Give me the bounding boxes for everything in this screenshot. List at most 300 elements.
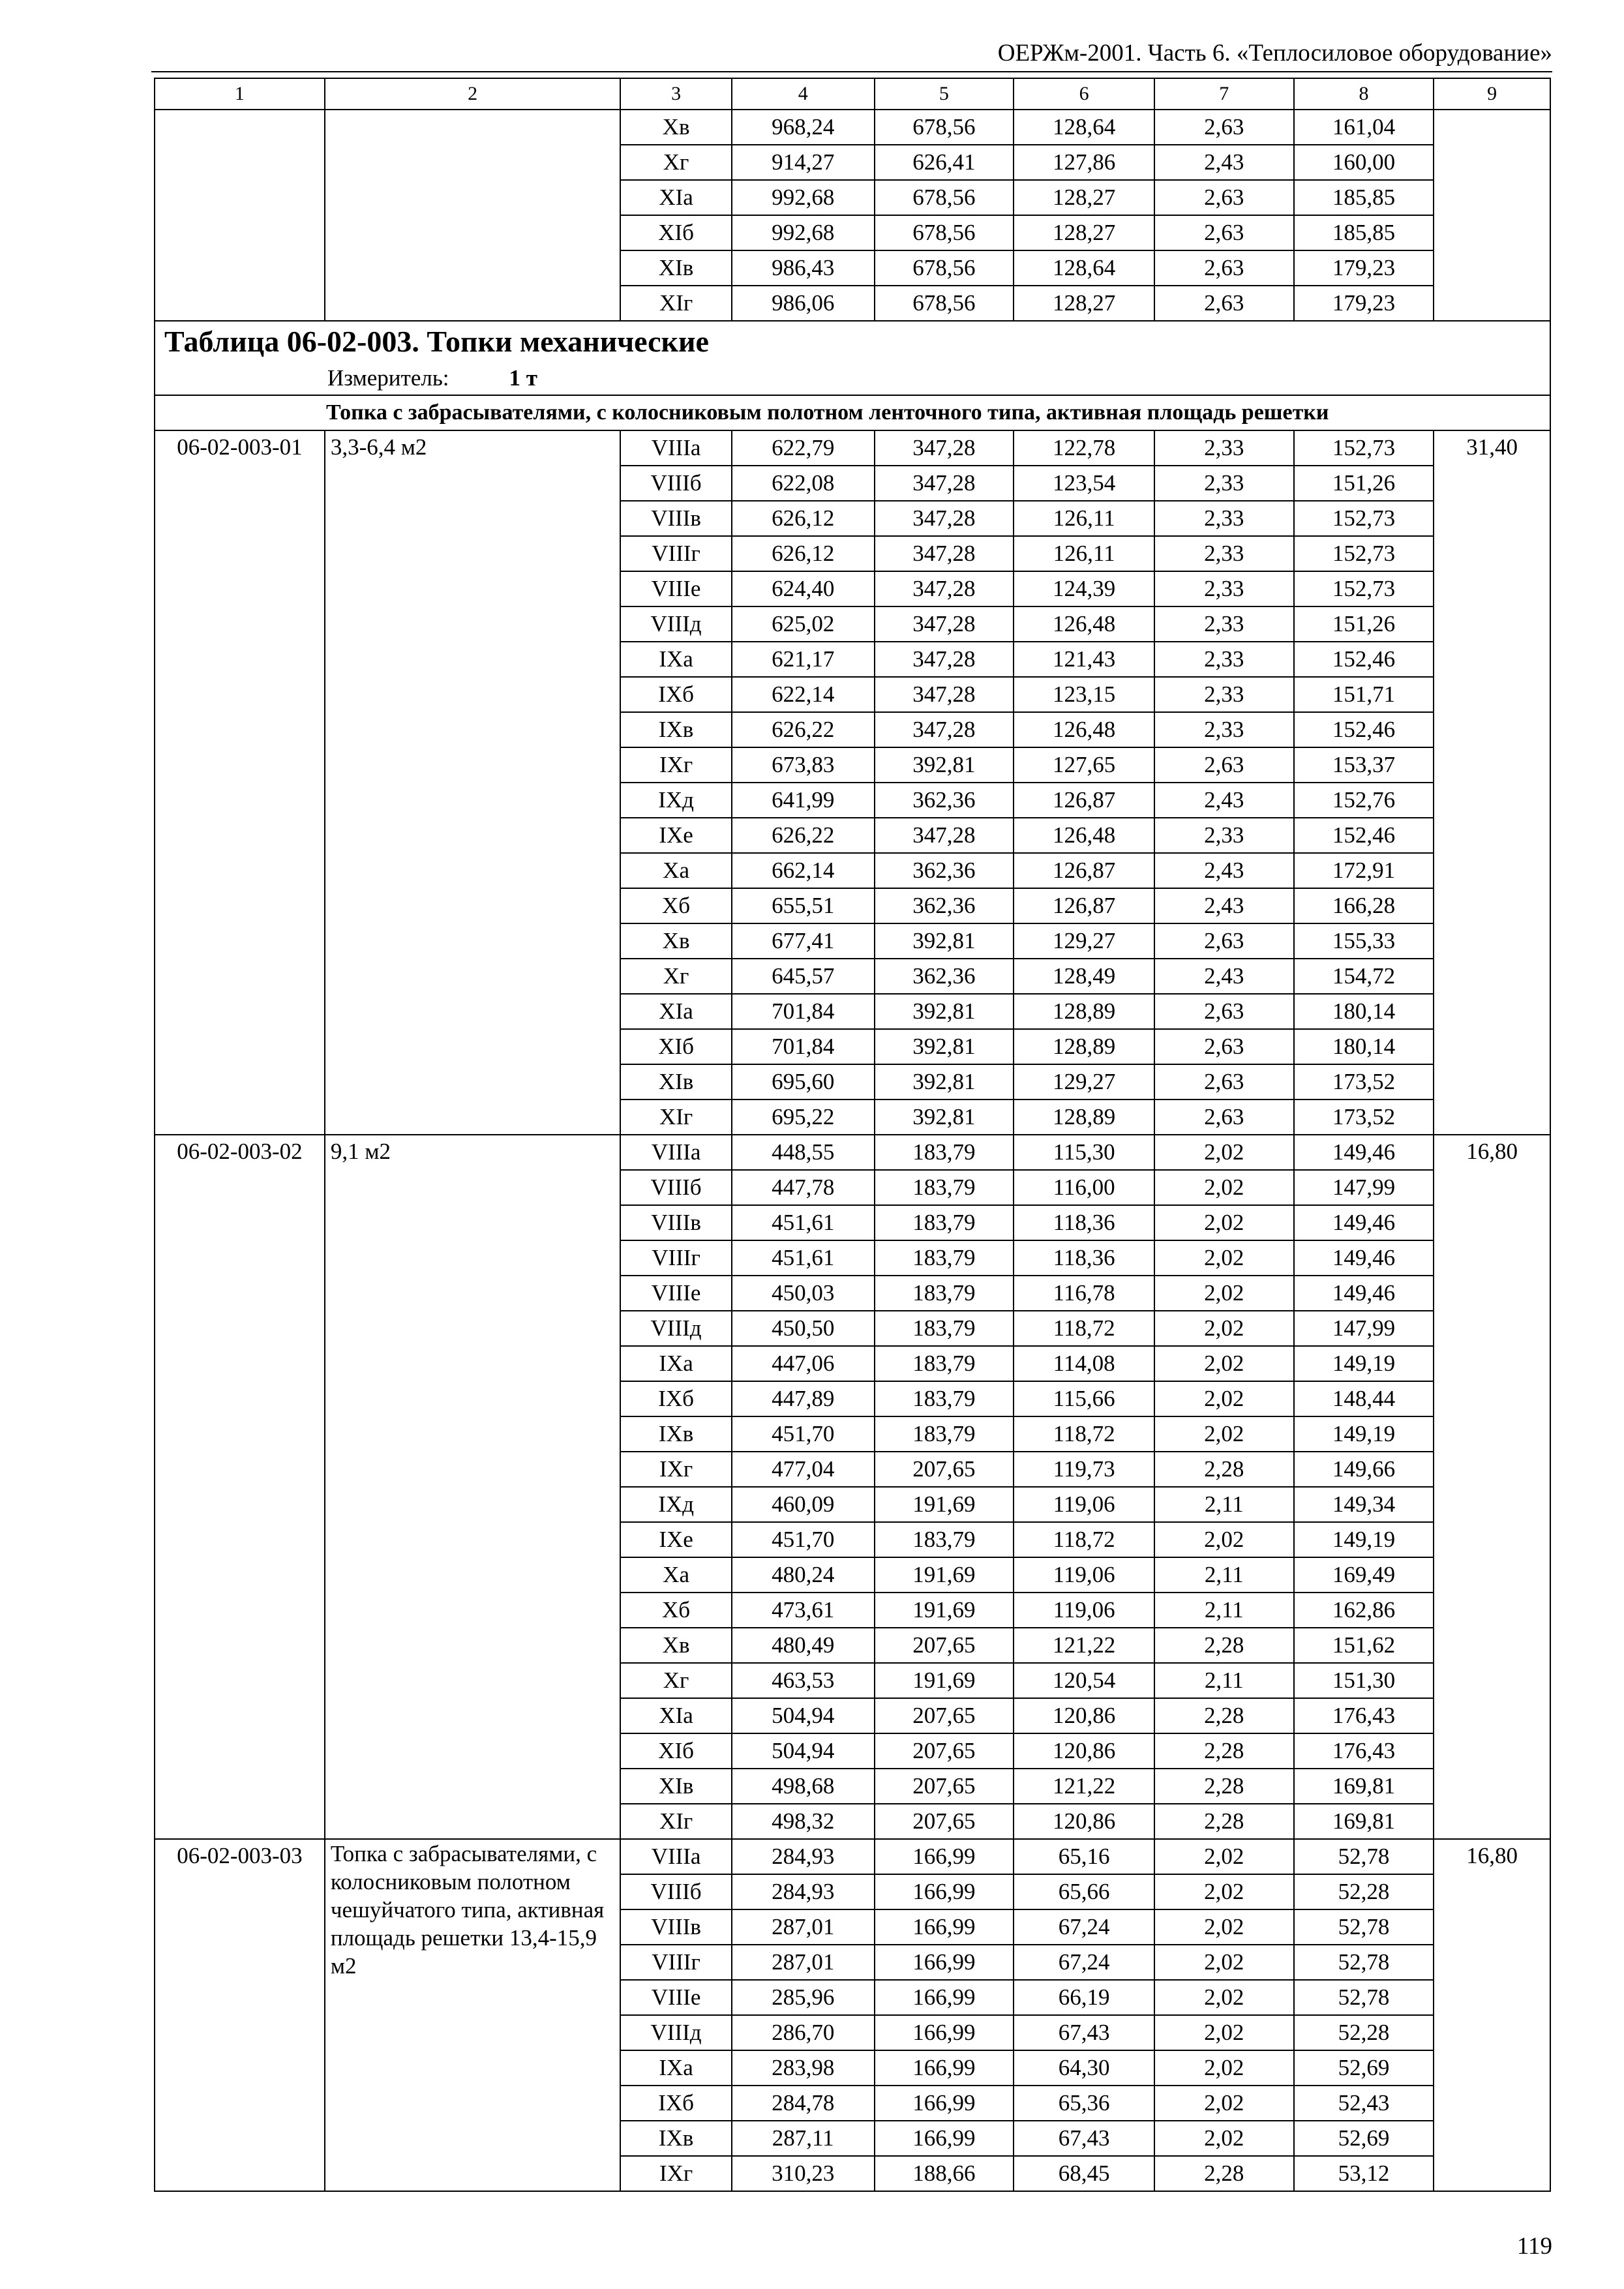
value-cell-6: 118,36 xyxy=(1014,1240,1154,1276)
value-cell-8: 148,44 xyxy=(1294,1381,1434,1416)
value-cell-6: 126,48 xyxy=(1014,606,1154,642)
value-cell-5: 207,65 xyxy=(875,1628,1014,1663)
region-cell: XIа xyxy=(620,994,732,1029)
value-cell-5: 678,56 xyxy=(875,110,1014,145)
value-cell-8: 151,62 xyxy=(1294,1628,1434,1663)
region-cell: IXб xyxy=(620,1381,732,1416)
value-cell-6: 123,15 xyxy=(1014,677,1154,712)
value-cell-8: 149,46 xyxy=(1294,1135,1434,1170)
value-cell-6: 67,43 xyxy=(1014,2015,1154,2050)
value-cell-7: 2,02 xyxy=(1154,2015,1294,2050)
value-cell-5: 166,99 xyxy=(875,1945,1014,1980)
value-cell-7: 2,02 xyxy=(1154,1980,1294,2015)
value-cell-7: 2,43 xyxy=(1154,959,1294,994)
value-cell-8: 169,81 xyxy=(1294,1769,1434,1804)
value-cell-5: 166,99 xyxy=(875,1909,1014,1945)
region-cell: XIа xyxy=(620,180,732,215)
region-cell: XIг xyxy=(620,286,732,321)
value-cell-7: 2,02 xyxy=(1154,1909,1294,1945)
region-cell: IXд xyxy=(620,783,732,818)
value-cell-8: 152,46 xyxy=(1294,818,1434,853)
value-cell-6: 126,11 xyxy=(1014,501,1154,536)
column-number: 7 xyxy=(1154,78,1294,110)
region-cell: IXг xyxy=(620,2156,732,2191)
rate-code: 06-02-003-03 xyxy=(155,1839,325,2191)
value-cell-4: 673,83 xyxy=(732,747,875,783)
value-cell-7: 2,28 xyxy=(1154,1698,1294,1733)
value-cell-6: 128,89 xyxy=(1014,1100,1154,1135)
value-cell-7: 2,28 xyxy=(1154,1804,1294,1839)
region-cell: IXд xyxy=(620,1487,732,1522)
column-number-row xyxy=(155,78,1550,110)
value-cell-5: 191,69 xyxy=(875,1557,1014,1593)
value-cell-5: 191,69 xyxy=(875,1663,1014,1698)
value-cell-8: 152,73 xyxy=(1294,536,1434,571)
measure-row xyxy=(155,362,1550,395)
value-cell-4: 310,23 xyxy=(732,2156,875,2191)
value-cell-7: 2,63 xyxy=(1154,923,1294,959)
value-cell-8: 185,85 xyxy=(1294,215,1434,250)
value-cell-6: 118,36 xyxy=(1014,1205,1154,1240)
value-cell-8: 52,43 xyxy=(1294,2086,1434,2121)
value-cell-7: 2,02 xyxy=(1154,1945,1294,1980)
value-cell-5: 392,81 xyxy=(875,1100,1014,1135)
value-cell-4: 655,51 xyxy=(732,888,875,923)
value-cell-7: 2,43 xyxy=(1154,888,1294,923)
region-cell: XIв xyxy=(620,250,732,286)
region-cell: IXе xyxy=(620,818,732,853)
value-cell-7: 2,63 xyxy=(1154,250,1294,286)
value-cell-4: 968,24 xyxy=(732,110,875,145)
value-cell-7: 2,33 xyxy=(1154,642,1294,677)
value-cell-4: 460,09 xyxy=(732,1487,875,1522)
region-cell: Xа xyxy=(620,1557,732,1593)
region-cell: IXа xyxy=(620,2050,732,2086)
value-cell-6: 121,22 xyxy=(1014,1628,1154,1663)
value-cell-4: 641,99 xyxy=(732,783,875,818)
value-cell-4: 284,93 xyxy=(732,1874,875,1909)
region-cell: VIIIг xyxy=(620,1240,732,1276)
value-cell-6: 67,43 xyxy=(1014,2121,1154,2156)
value-cell-4: 447,78 xyxy=(732,1170,875,1205)
region-cell: Xа xyxy=(620,853,732,888)
value-cell-6: 128,64 xyxy=(1014,250,1154,286)
value-cell-6: 67,24 xyxy=(1014,1945,1154,1980)
value-cell-8: 185,85 xyxy=(1294,180,1434,215)
value-cell-8: 52,78 xyxy=(1294,1909,1434,1945)
region-cell: XIв xyxy=(620,1064,732,1100)
value-cell-7: 2,02 xyxy=(1154,1135,1294,1170)
value-cell-4: 621,17 xyxy=(732,642,875,677)
value-cell-4: 645,57 xyxy=(732,959,875,994)
value-cell-8: 152,46 xyxy=(1294,712,1434,747)
value-cell-8: 172,91 xyxy=(1294,853,1434,888)
value-cell-8: 173,52 xyxy=(1294,1064,1434,1100)
region-cell: VIIIе xyxy=(620,1980,732,2015)
value-cell-4: 914,27 xyxy=(732,145,875,180)
value-cell-8: 149,19 xyxy=(1294,1522,1434,1557)
value-cell-4: 986,43 xyxy=(732,250,875,286)
value-cell-8: 151,30 xyxy=(1294,1663,1434,1698)
value-cell-6: 128,64 xyxy=(1014,110,1154,145)
value-cell-4: 473,61 xyxy=(732,1593,875,1628)
value-cell-6: 127,86 xyxy=(1014,145,1154,180)
value-cell-4: 285,96 xyxy=(732,1980,875,2015)
value-cell-7: 2,02 xyxy=(1154,2086,1294,2121)
measure-label: Измеритель: xyxy=(327,365,449,391)
value-cell-7: 2,02 xyxy=(1154,1311,1294,1346)
value-cell-4: 992,68 xyxy=(732,215,875,250)
value-cell-4: 498,32 xyxy=(732,1804,875,1839)
value-cell-4: 480,49 xyxy=(732,1628,875,1663)
value-cell-6: 119,06 xyxy=(1014,1593,1154,1628)
region-cell: VIIIа xyxy=(620,1135,732,1170)
value-cell-5: 347,28 xyxy=(875,501,1014,536)
value-cell-6: 128,89 xyxy=(1014,994,1154,1029)
value-cell-8: 176,43 xyxy=(1294,1698,1434,1733)
column-number: 9 xyxy=(1434,78,1550,110)
value-cell-4: 701,84 xyxy=(732,1029,875,1064)
value-cell-5: 183,79 xyxy=(875,1381,1014,1416)
value-cell-6: 129,27 xyxy=(1014,923,1154,959)
region-cell: Xв xyxy=(620,110,732,145)
value-cell-4: 286,70 xyxy=(732,2015,875,2050)
value-cell-4: 480,24 xyxy=(732,1557,875,1593)
value-cell-4: 284,93 xyxy=(732,1839,875,1874)
value-cell-7: 2,63 xyxy=(1154,215,1294,250)
value-cell-4: 622,79 xyxy=(732,430,875,466)
value-cell-6: 65,66 xyxy=(1014,1874,1154,1909)
value-cell-6: 64,30 xyxy=(1014,2050,1154,2086)
value-cell-5: 347,28 xyxy=(875,642,1014,677)
value-cell-8: 52,78 xyxy=(1294,1945,1434,1980)
region-cell: VIIIв xyxy=(620,1909,732,1945)
value-cell-6: 122,78 xyxy=(1014,430,1154,466)
code-cell xyxy=(155,110,325,321)
region-cell: VIIIд xyxy=(620,606,732,642)
value-cell-8: 151,26 xyxy=(1294,606,1434,642)
value-cell-5: 183,79 xyxy=(875,1276,1014,1311)
value-cell-7: 2,63 xyxy=(1154,1064,1294,1100)
value-cell-7: 2,02 xyxy=(1154,1839,1294,1874)
page-number: 119 xyxy=(1516,2233,1552,2260)
value-cell-4: 284,78 xyxy=(732,2086,875,2121)
value-cell-7: 2,33 xyxy=(1154,712,1294,747)
value-cell-4: 447,06 xyxy=(732,1346,875,1381)
value-cell-7: 2,33 xyxy=(1154,606,1294,642)
value-cell-4: 677,41 xyxy=(732,923,875,959)
region-cell: IXг xyxy=(620,747,732,783)
value-cell-6: 128,89 xyxy=(1014,1029,1154,1064)
region-cell: XIг xyxy=(620,1804,732,1839)
column-number: 1 xyxy=(155,78,325,110)
value-cell-8: 161,04 xyxy=(1294,110,1434,145)
table-row xyxy=(155,1839,1550,1874)
region-cell: XIг xyxy=(620,1100,732,1135)
value-cell-7: 2,33 xyxy=(1154,466,1294,501)
value-cell-4: 625,02 xyxy=(732,606,875,642)
value-cell-6: 126,87 xyxy=(1014,853,1154,888)
value-cell-5: 392,81 xyxy=(875,1029,1014,1064)
value-cell-5: 166,99 xyxy=(875,1980,1014,2015)
value-cell-7: 2,33 xyxy=(1154,536,1294,571)
value-cell-5: 188,66 xyxy=(875,2156,1014,2191)
value-cell-6: 120,86 xyxy=(1014,1804,1154,1839)
value-cell-8: 147,99 xyxy=(1294,1170,1434,1205)
value-cell-5: 166,99 xyxy=(875,2086,1014,2121)
value-cell-5: 392,81 xyxy=(875,747,1014,783)
value-cell-5: 207,65 xyxy=(875,1733,1014,1769)
value-cell-6: 127,65 xyxy=(1014,747,1154,783)
value-cell-8: 173,52 xyxy=(1294,1100,1434,1135)
value-cell-4: 450,03 xyxy=(732,1276,875,1311)
value-cell-7: 2,02 xyxy=(1154,2050,1294,2086)
value-cell-7: 2,63 xyxy=(1154,286,1294,321)
value-cell-8: 179,23 xyxy=(1294,250,1434,286)
value-cell-6: 66,19 xyxy=(1014,1980,1154,2015)
value-cell-7: 2,11 xyxy=(1154,1557,1294,1593)
value-cell-6: 119,73 xyxy=(1014,1452,1154,1487)
header-rule xyxy=(151,71,1552,72)
value-cell-8: 180,14 xyxy=(1294,994,1434,1029)
value-cell-8: 52,28 xyxy=(1294,2015,1434,2050)
value-cell-5: 362,36 xyxy=(875,853,1014,888)
region-cell: VIIIе xyxy=(620,571,732,606)
value-cell-7: 2,02 xyxy=(1154,1416,1294,1452)
value-cell-7: 2,02 xyxy=(1154,1381,1294,1416)
value-cell-8: 166,28 xyxy=(1294,888,1434,923)
region-cell: Xг xyxy=(620,959,732,994)
value-cell-4: 504,94 xyxy=(732,1698,875,1733)
value-cell-5: 183,79 xyxy=(875,1170,1014,1205)
value-cell-4: 626,12 xyxy=(732,501,875,536)
region-cell: Xб xyxy=(620,1593,732,1628)
region-cell: Xв xyxy=(620,923,732,959)
region-cell: IXг xyxy=(620,1452,732,1487)
col9-cell xyxy=(1434,110,1550,321)
value-cell-8: 180,14 xyxy=(1294,1029,1434,1064)
value-cell-5: 362,36 xyxy=(875,783,1014,818)
value-cell-5: 166,99 xyxy=(875,2121,1014,2156)
region-cell: VIIIд xyxy=(620,2015,732,2050)
value-cell-8: 149,66 xyxy=(1294,1452,1434,1487)
region-cell: VIIIе xyxy=(620,1276,732,1311)
column-number: 5 xyxy=(875,78,1014,110)
value-cell-6: 126,87 xyxy=(1014,783,1154,818)
value-cell-5: 183,79 xyxy=(875,1205,1014,1240)
value-cell-7: 2,11 xyxy=(1154,1593,1294,1628)
value-cell-8: 149,19 xyxy=(1294,1346,1434,1381)
value-cell-8: 147,99 xyxy=(1294,1311,1434,1346)
section-heading: Топка с забрасывателями, с колосниковым полотном ленточного типа, активная площадь решетки xyxy=(155,395,1550,430)
value-cell-6: 114,08 xyxy=(1014,1346,1154,1381)
value-cell-8: 169,81 xyxy=(1294,1804,1434,1839)
region-cell: XIа xyxy=(620,1698,732,1733)
region-cell: XIб xyxy=(620,1733,732,1769)
value-cell-6: 118,72 xyxy=(1014,1416,1154,1452)
value-cell-4: 287,01 xyxy=(732,1909,875,1945)
value-cell-8: 176,43 xyxy=(1294,1733,1434,1769)
value-cell-7: 2,43 xyxy=(1154,145,1294,180)
value-cell-6: 124,39 xyxy=(1014,571,1154,606)
value-cell-8: 52,78 xyxy=(1294,1980,1434,2015)
section-heading-row xyxy=(155,395,1550,430)
value-cell-6: 120,86 xyxy=(1014,1733,1154,1769)
value-cell-5: 392,81 xyxy=(875,1064,1014,1100)
value-cell-6: 126,11 xyxy=(1014,536,1154,571)
rate-description: Топка с забрасывателями, с колосниковым полотном чешуйчатого типа, активная площадь решетки 13,4-15,9 м2 xyxy=(325,1839,620,2191)
value-cell-6: 120,86 xyxy=(1014,1698,1154,1733)
value-cell-7: 2,02 xyxy=(1154,1205,1294,1240)
value-cell-5: 347,28 xyxy=(875,712,1014,747)
rate-col9: 16,80 xyxy=(1434,1839,1550,2191)
value-cell-6: 126,48 xyxy=(1014,818,1154,853)
region-cell: IXе xyxy=(620,1522,732,1557)
region-cell: XIб xyxy=(620,1029,732,1064)
region-cell: Xг xyxy=(620,1663,732,1698)
value-cell-7: 2,63 xyxy=(1154,1100,1294,1135)
value-cell-7: 2,11 xyxy=(1154,1663,1294,1698)
rate-description: 3,3-6,4 м2 xyxy=(325,430,620,1135)
region-cell: VIIIа xyxy=(620,430,732,466)
value-cell-4: 622,08 xyxy=(732,466,875,501)
region-cell: IXв xyxy=(620,2121,732,2156)
value-cell-5: 191,69 xyxy=(875,1487,1014,1522)
value-cell-6: 68,45 xyxy=(1014,2156,1154,2191)
value-cell-4: 626,12 xyxy=(732,536,875,571)
value-cell-4: 701,84 xyxy=(732,994,875,1029)
value-cell-5: 678,56 xyxy=(875,286,1014,321)
value-cell-5: 183,79 xyxy=(875,1346,1014,1381)
value-cell-4: 451,70 xyxy=(732,1522,875,1557)
value-cell-6: 115,30 xyxy=(1014,1135,1154,1170)
value-cell-5: 392,81 xyxy=(875,923,1014,959)
value-cell-5: 362,36 xyxy=(875,959,1014,994)
value-cell-4: 626,22 xyxy=(732,818,875,853)
table-row xyxy=(155,1135,1550,1170)
value-cell-6: 65,16 xyxy=(1014,1839,1154,1874)
value-cell-7: 2,63 xyxy=(1154,994,1294,1029)
value-cell-4: 463,53 xyxy=(732,1663,875,1698)
value-cell-8: 149,19 xyxy=(1294,1416,1434,1452)
value-cell-6: 119,06 xyxy=(1014,1557,1154,1593)
region-cell: VIIIб xyxy=(620,466,732,501)
value-cell-5: 183,79 xyxy=(875,1416,1014,1452)
value-cell-7: 2,02 xyxy=(1154,1874,1294,1909)
value-cell-8: 149,34 xyxy=(1294,1487,1434,1522)
value-cell-8: 53,12 xyxy=(1294,2156,1434,2191)
value-cell-4: 622,14 xyxy=(732,677,875,712)
value-cell-6: 67,24 xyxy=(1014,1909,1154,1945)
region-cell: IXв xyxy=(620,1416,732,1452)
value-cell-8: 152,73 xyxy=(1294,430,1434,466)
value-cell-4: 287,01 xyxy=(732,1945,875,1980)
value-cell-7: 2,02 xyxy=(1154,1276,1294,1311)
value-cell-7: 2,33 xyxy=(1154,571,1294,606)
value-cell-5: 166,99 xyxy=(875,1839,1014,1874)
value-cell-7: 2,11 xyxy=(1154,1487,1294,1522)
value-cell-7: 2,43 xyxy=(1154,783,1294,818)
value-cell-4: 662,14 xyxy=(732,853,875,888)
value-cell-5: 183,79 xyxy=(875,1240,1014,1276)
description-cell xyxy=(325,110,620,321)
column-number: 3 xyxy=(620,78,732,110)
value-cell-4: 287,11 xyxy=(732,2121,875,2156)
value-cell-5: 166,99 xyxy=(875,1874,1014,1909)
value-cell-5: 207,65 xyxy=(875,1769,1014,1804)
region-cell: Xг xyxy=(620,145,732,180)
measure-cell xyxy=(155,362,1550,395)
value-cell-4: 504,94 xyxy=(732,1733,875,1769)
value-cell-4: 447,89 xyxy=(732,1381,875,1416)
region-cell: XIб xyxy=(620,215,732,250)
value-cell-8: 149,46 xyxy=(1294,1205,1434,1240)
value-cell-5: 392,81 xyxy=(875,994,1014,1029)
value-cell-5: 347,28 xyxy=(875,466,1014,501)
value-cell-5: 166,99 xyxy=(875,2050,1014,2086)
region-cell: VIIIв xyxy=(620,1205,732,1240)
region-cell: Xб xyxy=(620,888,732,923)
value-cell-6: 116,78 xyxy=(1014,1276,1154,1311)
value-cell-7: 2,02 xyxy=(1154,2121,1294,2156)
region-cell: IXа xyxy=(620,1346,732,1381)
value-cell-5: 207,65 xyxy=(875,1452,1014,1487)
value-cell-6: 123,54 xyxy=(1014,466,1154,501)
region-cell: IXб xyxy=(620,677,732,712)
region-cell: IXа xyxy=(620,642,732,677)
value-cell-4: 695,22 xyxy=(732,1100,875,1135)
value-cell-6: 119,06 xyxy=(1014,1487,1154,1522)
value-cell-8: 149,46 xyxy=(1294,1240,1434,1276)
rate-description: 9,1 м2 xyxy=(325,1135,620,1839)
value-cell-8: 52,69 xyxy=(1294,2121,1434,2156)
value-cell-5: 183,79 xyxy=(875,1522,1014,1557)
value-cell-8: 52,28 xyxy=(1294,1874,1434,1909)
value-cell-6: 115,66 xyxy=(1014,1381,1154,1416)
value-cell-6: 121,43 xyxy=(1014,642,1154,677)
value-cell-7: 2,28 xyxy=(1154,1733,1294,1769)
value-cell-7: 2,28 xyxy=(1154,1769,1294,1804)
value-cell-4: 283,98 xyxy=(732,2050,875,2086)
value-cell-6: 128,27 xyxy=(1014,215,1154,250)
table-row xyxy=(155,430,1550,466)
rate-col9: 31,40 xyxy=(1434,430,1550,1135)
value-cell-7: 2,33 xyxy=(1154,501,1294,536)
value-cell-5: 166,99 xyxy=(875,2015,1014,2050)
value-cell-6: 120,54 xyxy=(1014,1663,1154,1698)
value-cell-5: 347,28 xyxy=(875,430,1014,466)
value-cell-4: 450,50 xyxy=(732,1311,875,1346)
region-cell: Xв xyxy=(620,1628,732,1663)
value-cell-4: 451,70 xyxy=(732,1416,875,1452)
value-cell-8: 152,46 xyxy=(1294,642,1434,677)
value-cell-5: 678,56 xyxy=(875,215,1014,250)
value-cell-5: 207,65 xyxy=(875,1698,1014,1733)
value-cell-7: 2,63 xyxy=(1154,110,1294,145)
column-number: 6 xyxy=(1014,78,1154,110)
value-cell-4: 451,61 xyxy=(732,1205,875,1240)
value-cell-5: 678,56 xyxy=(875,180,1014,215)
region-cell: VIIIг xyxy=(620,536,732,571)
region-cell: VIIIб xyxy=(620,1874,732,1909)
value-cell-4: 695,60 xyxy=(732,1064,875,1100)
value-cell-8: 169,49 xyxy=(1294,1557,1434,1593)
value-cell-6: 118,72 xyxy=(1014,1522,1154,1557)
value-cell-6: 129,27 xyxy=(1014,1064,1154,1100)
value-cell-7: 2,28 xyxy=(1154,1628,1294,1663)
value-cell-8: 152,76 xyxy=(1294,783,1434,818)
value-cell-8: 160,00 xyxy=(1294,145,1434,180)
